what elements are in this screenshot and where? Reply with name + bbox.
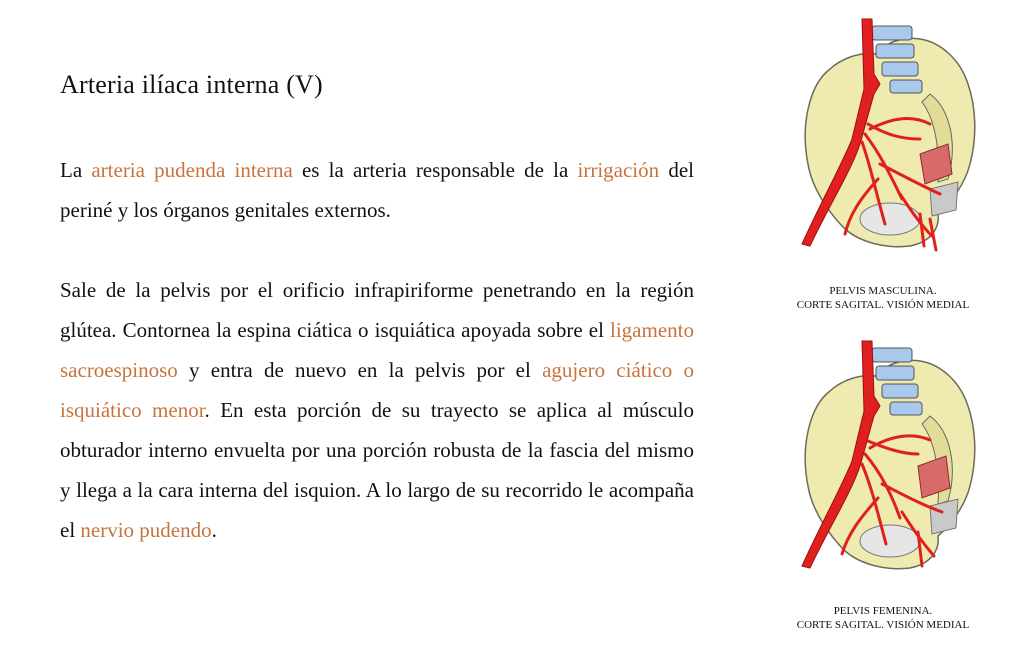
paragraph-2	[60, 270, 694, 550]
text-segment: y entra de nuevo en la pelvis por el	[177, 358, 543, 382]
text-segment: . En esta porción de su trayecto se aplica al músculo obturador interno envuelta por una porción robusta de la fascia del mismo y llega a la cara interna del isquion. A lo largo de su recorrido le acompaña el	[60, 398, 694, 542]
figure-caption-female	[778, 604, 988, 632]
caption-line-2: CORTE SAGITAL. VISIÓN MEDIAL	[796, 299, 970, 311]
pelvis-illustration-male	[790, 14, 1000, 264]
vertebra-3	[882, 62, 918, 76]
pelvis-illustration-female	[790, 336, 1000, 586]
caption-line-1: PELVIS MASCULINA.	[829, 285, 937, 297]
vertebra-1	[872, 348, 912, 362]
text-segment: Sale de la pelvis por el orificio infrapiriforme penetrando en la región glútea. Contornea la espina ciática o isquiática apoyada sobre el	[60, 278, 694, 342]
highlight-term-irrigacion: irrigación	[577, 158, 660, 182]
vertebra-4	[890, 80, 922, 93]
vertebra-4	[890, 402, 922, 415]
paragraph-1	[60, 150, 694, 230]
text-segment: es la arteria responsable de la	[292, 158, 578, 182]
highlight-term-agujero-ciatico-menor: agujero ciático o isquiático menor	[60, 358, 695, 422]
text-segment: del periné y los órganos genitales externos.	[60, 158, 694, 222]
obturator-foramen	[860, 525, 920, 557]
text-segment: .	[211, 518, 217, 542]
figure-caption-male	[778, 284, 988, 312]
body-text	[60, 150, 694, 590]
caption-line-2: CORTE SAGITAL. VISIÓN MEDIAL	[796, 619, 970, 631]
pelvis-female-drawing	[790, 336, 990, 586]
caption-line-1: PELVIS FEMENINA.	[833, 605, 933, 617]
vertebra-2	[876, 44, 914, 58]
vertebra-1	[872, 26, 912, 40]
highlight-term-ligamento-sacroespinoso: ligamento sacroespinoso	[60, 318, 694, 382]
text-segment: La	[60, 158, 92, 182]
vertebra-2	[876, 366, 914, 380]
highlight-term-nervio-pudendo: nervio pudendo	[80, 518, 212, 542]
highlight-term-arteria-pudenda-interna: arteria pudenda interna	[91, 158, 293, 182]
pelvis-male-drawing	[790, 14, 990, 264]
vertebra-3	[882, 384, 918, 398]
page-title: Arteria ilíaca interna (V)	[60, 70, 323, 99]
